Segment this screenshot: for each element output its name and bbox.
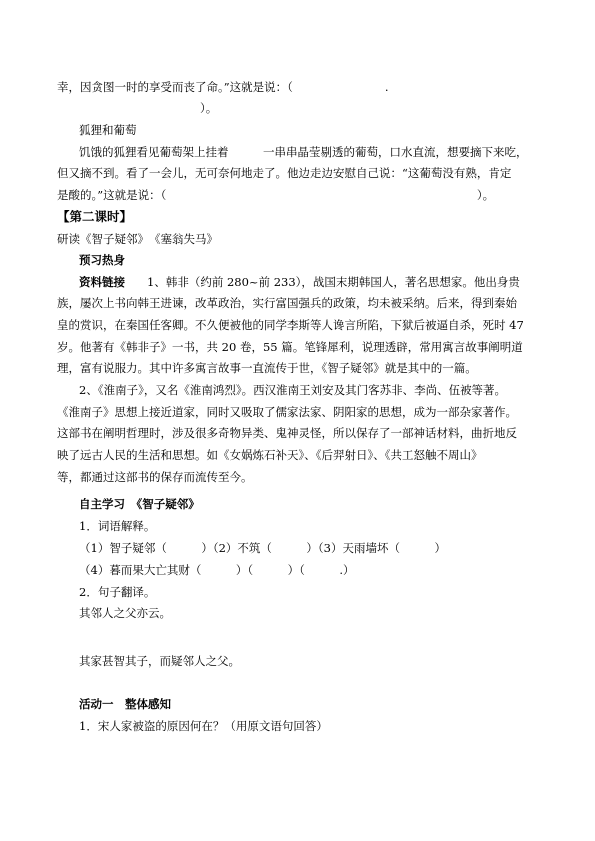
text-line <box>79 275 520 289</box>
text-line: 2．句子翻译。 <box>79 585 156 599</box>
activity-heading: 活动一 整体感知 <box>79 697 171 711</box>
text-line: 其家甚智其子，而疑邻人之父。 <box>79 654 240 668</box>
text-line: 皇的赏识，在秦国任客卿。不久便被他的同学李斯等人谗言所陷，下狱后被逼自杀，死时 47 <box>57 318 524 332</box>
resource-text: 1、韩非（约前 280~前 233），战国末期韩国人，著名思想家。他出身贵 <box>147 275 520 289</box>
text-line: 等，都通过这部书的保存而流传至今。 <box>57 470 253 484</box>
text-line: 映了远古人民的生活和思想。如《女娲炼石补天》、《后羿射日》、《共工怒触不周山》 <box>57 448 483 462</box>
text-line: 岁。他著有《韩非子》一书，共 20 卷，55 篇。笔锋犀利，说理透辟，常用寓言故事阐明道 <box>57 340 523 354</box>
text-line: 这部书在阐明哲理时，涉及很多奇物异类、鬼神灵怪，所以保存了一部神话材料，曲折地反 <box>57 426 517 440</box>
section-heading: 【第二课时】 <box>57 209 133 224</box>
text-line: 但又摘不到。看了一会儿，无可奈何地走了。他边走边安慰自己说：“这葡萄没有熟，肯定 <box>57 166 512 180</box>
text-line: 饥饿的狐狸看见葡萄架上挂着 一串串晶莹剔透的葡萄，口水直流，想要摘下来吃， <box>79 145 528 159</box>
text-line: 理，富有说服力。其中许多寓言故事一直流传于世，《智子疑邻》就是其中的一篇。 <box>57 361 477 375</box>
text-line: （4）暮而果大亡其财（ ）（ ）（ .） <box>79 563 355 577</box>
text-line: 其邻人之父亦云。 <box>79 606 171 620</box>
text-line: 研读《智子疑邻》 《塞翁失马》 <box>57 232 218 246</box>
text-line: 是酸的。”这就是说：（ ）。 <box>57 188 495 202</box>
resource-label: 资料链接 <box>79 275 125 289</box>
text-line: ）。 <box>200 101 218 115</box>
text-line: 族，屡次上书向韩王进谏，改革政治，实行富国强兵的政策，均未被采纳。后来，得到秦始 <box>57 296 517 310</box>
text-line: 《淮南子》思想上接近道家，同时又吸取了儒家法家、阴阳家的思想，成为一部杂家著作。 <box>57 405 517 419</box>
text-line: （1）智子疑邻（ ）（2）不筑（ ）（3）天雨墙坏（ ） <box>79 541 446 555</box>
text-line: 1．词语解释。 <box>79 519 156 533</box>
subsection-heading: 预习热身 <box>79 253 125 267</box>
text-line: 1．宋人家被盗的原因何在？（用原文语句回答） <box>79 719 328 733</box>
text-line: 幸，因贪图一时的享受而丧了命。”这就是说：（ . <box>57 80 389 94</box>
story-title: 狐狸和葡萄 <box>79 123 137 137</box>
subsection-heading: 自主学习 《智子疑邻》 <box>79 497 200 511</box>
text-line: 2、《淮南子》，又名《淮南鸿烈》。西汉淮南王刘安及其门客苏非、李尚、伍被等著。 <box>79 383 507 397</box>
